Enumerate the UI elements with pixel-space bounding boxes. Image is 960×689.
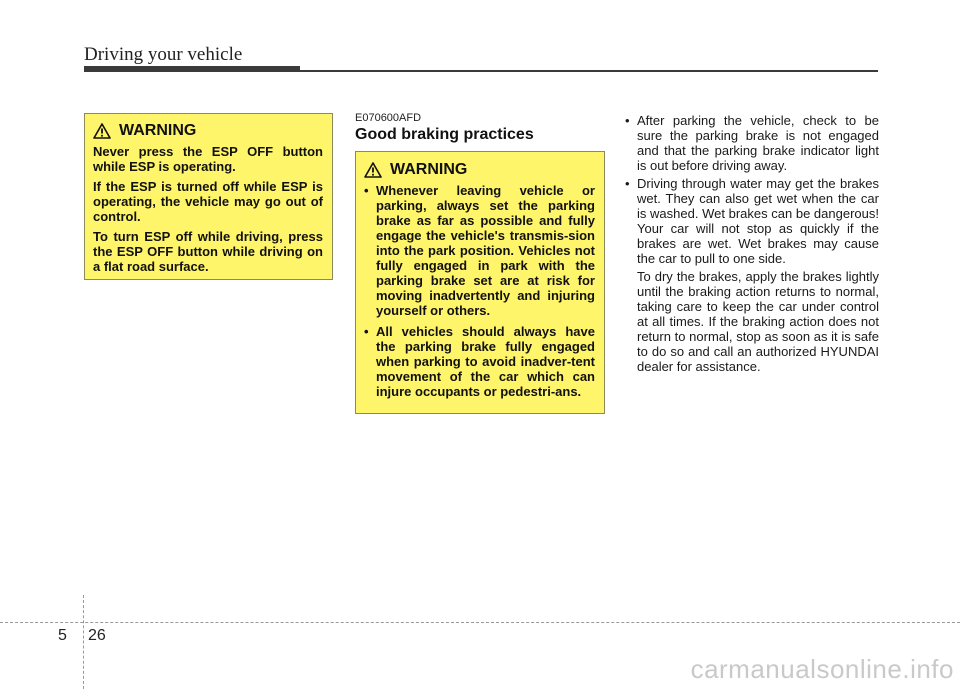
braking-tips-list [625,113,879,377]
warning-paragraph: If the ESP is turned off while ESP is operating, the vehicle may go out of control. [93,179,323,224]
body-followup-paragraph: To dry the brakes, apply the brakes lightly until the braking action returns to normal, taking care to keep the car under control at all times. If the braking action does not return to normal, stop as soon as it is safe to do so and call an authorized HYUNDAI dealer for assistance. [637,269,879,374]
warning-paragraph: Never press the ESP OFF button while ESP is operating. [93,144,323,174]
watermark: carmanualsonline.info [690,654,954,684]
warning-header [364,161,595,179]
warning-list-item: • All vehicles should always have the parking brake fully engaged when parking to avoid inadver-tent movement of the car which can injure occupants or pedestri-ans. [364,324,595,399]
header-rule-thick [84,66,300,72]
warning-list-item: • Whenever leaving vehicle or parking, always set the parking brake as far as possible and fully engage the vehicle's transmis-sion into the park position. Vehicles not fully engaged in park with the parking brake set are at risk for moving inadvertently and injuring yourself or others. [364,183,595,318]
chapter-number: 5 [58,627,67,644]
body-list-item [625,176,879,374]
body-list-item [625,113,879,173]
body-text: After parking the vehicle, check to be sure the parking brake is not engaged and that the parking brake indicator light is out before driving away. [637,113,879,173]
warning-title: WARNING [119,122,197,139]
footer-divider [83,595,84,689]
footer-rule [0,622,960,623]
warning-header [93,122,323,140]
body-text: Driving through water may get the brakes wet. They can also get wet when the car is washed. Wet brakes can be dangerous! Your car will not stop as quickly if the brakes are wet. Wet brakes may cause the car to pull to one side. [637,176,879,266]
warning-paragraph: To turn ESP off while driving, press the ESP OFF button while driving on a flat road surface. [93,229,323,274]
page-number: 26 [88,627,106,644]
header-rule-thin [300,70,878,72]
warning-triangle-icon [93,123,111,139]
section-title: Good braking practices [355,126,534,143]
warning-box-parking [355,151,605,414]
section-code: E070600AFD [355,112,422,124]
warning-box-esp [84,113,333,280]
warning-triangle-icon [364,162,382,178]
page-header-title: Driving your vehicle [84,44,243,65]
warning-title: WARNING [390,161,468,178]
warning-list [364,183,595,399]
